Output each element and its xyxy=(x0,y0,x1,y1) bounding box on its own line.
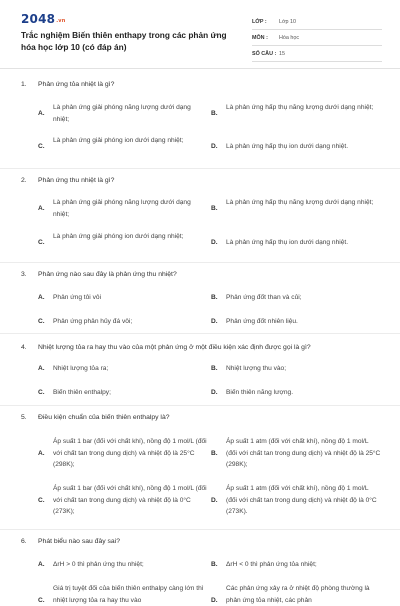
option-text: Là phản ứng hấp thụ ion dưới dạng nhiệt. xyxy=(226,141,386,153)
question-text xyxy=(21,81,114,88)
question-prompt: Phản ứng thu nhiệt là gì? xyxy=(38,177,114,184)
option-text: Là phản ứng giải phóng năng lượng dưới dạng nhiệt; xyxy=(53,197,208,220)
option-letter: B. xyxy=(211,292,218,304)
option-letter: A. xyxy=(38,203,45,215)
option-letter: D. xyxy=(211,316,218,328)
question-prompt: Phát biểu nào sau đây sai? xyxy=(38,538,120,545)
option-letter: B. xyxy=(211,363,218,375)
question-divider xyxy=(0,168,400,169)
option-text: Biến thiên năng lượng. xyxy=(226,387,381,399)
option-text: ΔrH > 0 thì phản ứng thu nhiệt; xyxy=(53,559,208,571)
logo-text: 2048 xyxy=(21,12,55,26)
option-text: Nhiệt lượng thu vào; xyxy=(226,363,381,375)
option-letter: D. xyxy=(211,495,218,507)
option-letter: D. xyxy=(211,237,218,249)
meta-key: SỐ CÂU : xyxy=(252,51,279,57)
option-letter: A. xyxy=(38,448,45,460)
meta-value: Lớp 10 xyxy=(279,19,296,25)
site-logo[interactable] xyxy=(21,12,66,26)
question-text xyxy=(21,538,120,545)
option-text: Là phản ứng giải phóng ion dưới dạng nhiệt; xyxy=(53,135,208,147)
option-letter: B. xyxy=(211,448,218,460)
option-text: Là phản ứng hấp thụ năng lượng dưới dạng nhiệt; xyxy=(226,197,381,209)
option-text: Các phản ứng xảy ra ở nhiệt độ phòng thường là phản ứng tỏa nhiệt, các phản xyxy=(226,583,381,606)
logo-suffix: .vn xyxy=(56,18,65,24)
question-divider xyxy=(0,333,400,334)
question-text xyxy=(21,344,311,351)
option-text: Áp suất 1 bar (đối với chất khí), nồng độ 1 mol/L (đối với chất tan trong dung dịch) và nhiệt độ là 25°C (298K); xyxy=(53,436,208,471)
question-prompt: Nhiệt lượng tỏa ra hay thu vào của một phản ứng ở một điều kiện xác định được gọi là gì? xyxy=(38,344,311,351)
option-text: Giá trị tuyệt đối của biến thiên enthalpy càng lớn thì nhiệt lượng tỏa ra hay thu vào xyxy=(53,583,208,606)
question-text xyxy=(21,177,114,184)
option-text: ΔrH < 0 thì phản ứng tỏa nhiệt; xyxy=(226,559,381,571)
option-text: Áp suất 1 atm (đối với chất khí), nồng độ 1 mol/L (đối với chất tan trong dung dịch) và nhiệt độ là 25°C (298K); xyxy=(226,436,381,471)
question-divider xyxy=(0,529,400,530)
option-letter: D. xyxy=(211,595,218,606)
question-number: 4. xyxy=(21,344,38,351)
question-number: 5. xyxy=(21,414,38,421)
question-prompt: Điều kiện chuẩn của biến thiên enthalpy là? xyxy=(38,414,170,421)
option-letter: A. xyxy=(38,292,45,304)
question-number: 3. xyxy=(21,271,38,278)
option-text: Phản ứng đốt nhiên liệu. xyxy=(226,316,381,328)
question-number: 1. xyxy=(21,81,38,88)
option-letter: D. xyxy=(211,141,218,153)
option-text: Phản ứng đốt than và củi; xyxy=(226,292,381,304)
page-title: Trắc nghiệm Biến thiên enthapy trong các phản ứng hóa học lớp 10 (có đáp án) xyxy=(21,30,233,53)
option-letter: A. xyxy=(38,363,45,375)
option-text: Là phản ứng hấp thụ ion dưới dạng nhiệt. xyxy=(226,237,386,249)
option-letter: C. xyxy=(38,495,45,507)
question-prompt: Phản ứng tỏa nhiệt là gì? xyxy=(38,81,114,88)
option-text: Nhiệt lượng tỏa ra; xyxy=(53,363,208,375)
meta-row-count xyxy=(252,46,382,62)
meta-row-class xyxy=(252,14,382,30)
meta-value: 15 xyxy=(279,51,285,57)
option-letter: B. xyxy=(211,203,218,215)
option-text: Phản ứng tôi vôi xyxy=(53,292,208,304)
option-letter: B. xyxy=(211,559,218,571)
meta-row-subject xyxy=(252,30,382,46)
option-letter: C. xyxy=(38,141,45,153)
option-text: Phản ứng phân hủy đá vôi; xyxy=(53,316,208,328)
option-text: Là phản ứng giải phóng ion dưới dạng nhiệt; xyxy=(53,231,208,243)
question-text xyxy=(21,271,177,278)
question-divider xyxy=(0,262,400,263)
option-text: Biến thiên enthalpy; xyxy=(53,387,208,399)
question-number: 2. xyxy=(21,177,38,184)
option-letter: B. xyxy=(211,108,218,120)
option-letter: C. xyxy=(38,387,45,399)
option-text: Là phản ứng giải phóng năng lượng dưới dạng nhiệt; xyxy=(53,102,208,125)
option-letter: A. xyxy=(38,108,45,120)
option-letter: C. xyxy=(38,316,45,328)
meta-value: Hóa học xyxy=(279,35,299,41)
header-divider xyxy=(0,68,400,69)
option-text: Là phản ứng hấp thụ năng lượng dưới dạng nhiệt; xyxy=(226,102,381,114)
option-text: Áp suất 1 bar (đối với chất khí), nồng độ 1 mol/L (đối với chất tan trong dung dịch) và nhiệt độ là 0°C (273K); xyxy=(53,483,208,518)
question-text xyxy=(21,414,170,421)
option-text: Áp suất 1 atm (đối với chất khí), nồng độ 1 mol/L (đối với chất tan trong dung dịch) và nhiệt độ là 0°C (273K). xyxy=(226,483,381,518)
option-letter: A. xyxy=(38,559,45,571)
question-divider xyxy=(0,405,400,406)
option-letter: D. xyxy=(211,387,218,399)
option-letter: C. xyxy=(38,237,45,249)
meta-key: LỚP : xyxy=(252,19,279,25)
meta-key: MÔN : xyxy=(252,35,279,41)
question-prompt: Phản ứng nào sau đây là phản ứng thu nhiệt? xyxy=(38,271,177,278)
meta-table xyxy=(252,14,382,62)
option-letter: C. xyxy=(38,595,45,606)
header xyxy=(0,0,400,64)
question-number: 6. xyxy=(21,538,38,545)
